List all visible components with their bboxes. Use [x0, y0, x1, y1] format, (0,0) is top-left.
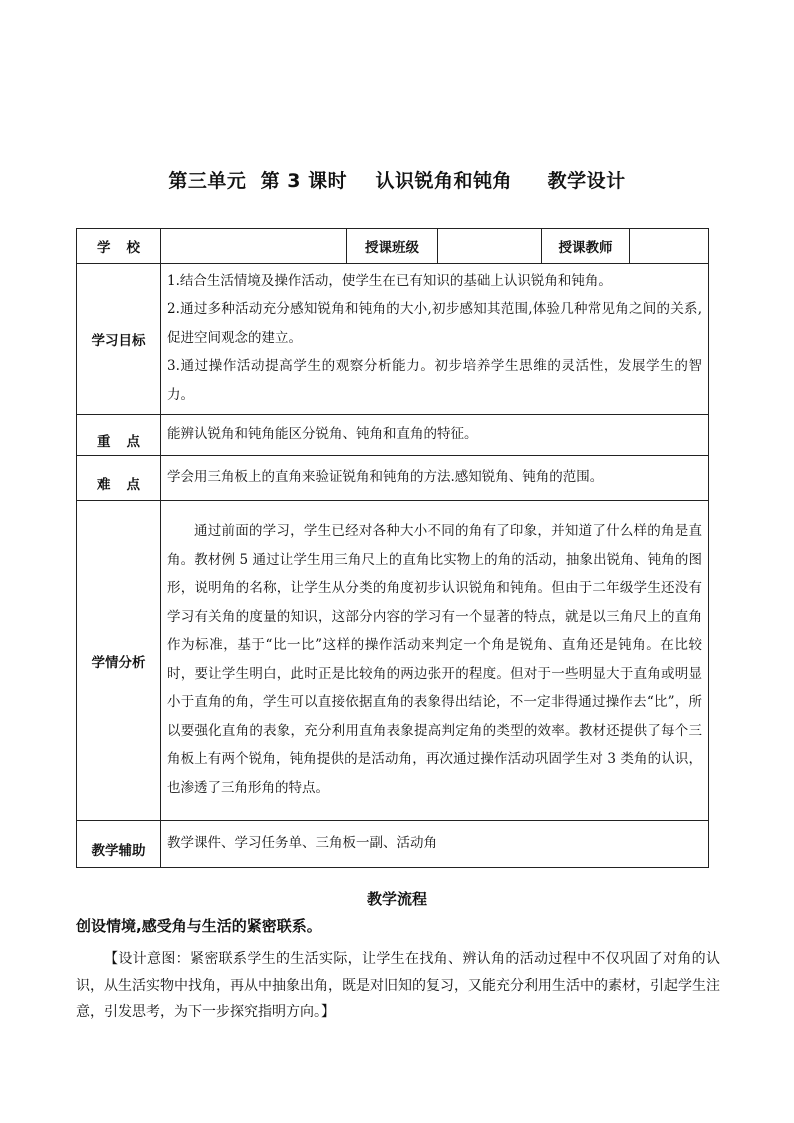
aids-label: 教学辅助: [91, 843, 146, 859]
lesson-plan-table: [76, 228, 709, 868]
class-value-cell: [438, 229, 542, 264]
teacher-label-cell: [542, 229, 630, 264]
difficulty-content: 学会用三角板上的直角来验证锐角和钝角的方法.感知锐角、钝角的范围。: [161, 456, 709, 501]
goals-label: 学习目标: [91, 333, 146, 349]
school-value-cell: [161, 229, 347, 264]
analysis-label-cell: [77, 501, 161, 821]
goal-item: 1.结合生活情境及操作活动，使学生在已有知识的基础上认识锐角和钝角。: [167, 272, 612, 289]
class-label: 授课班级: [365, 240, 419, 256]
flow-title: 教学流程: [366, 890, 427, 908]
school-label-cell: [77, 229, 161, 264]
document-title: 第三单元 第 3 课时 认识锐角和钝角 教学设计: [168, 170, 626, 192]
analysis-label: 学情分析: [91, 654, 146, 671]
goal-item: 3.通过操作活动提高学生的观察分析能力。初步培养学生思维的灵活性，发展学生的智力。: [167, 358, 702, 403]
aids-content: 教学课件、学习任务单、三角板一副、活动角: [161, 821, 709, 868]
table-row-aids: [77, 821, 709, 868]
table-row-key-points: [77, 415, 709, 456]
key-label-cell: [77, 415, 161, 456]
goal-item: 2.通过多种活动充分感知锐角和钝角的大小,初步感知其范围,体验几种常见角之间的关系,促进空间观念的建立。: [167, 301, 702, 346]
teacher-value-cell: [630, 229, 709, 264]
table-row-goals: [77, 264, 709, 415]
section-heading: 创设情境,感受角与生活的紧密联系。: [76, 917, 322, 935]
table-row-analysis: [77, 501, 709, 821]
analysis-content: 通过前面的学习，学生已经对各种大小不同的角有了印象，并知道了什么样的角是直角。教材例 5 通过让学生用三角尺上的直角比实物上的角的活动，抽象出锐角、钝角的图形，说明角的名称，让学生从分类的角度初步认识锐角和钝角。但由于二年级学生还没有学习有关角的度量的知识，这部分内容的学习有一个显著的特点，就是以三角尺上的直角作为标准，基于“比一比”这样的操作活动来判定一个角是锐角、直角还是钝角。在比较时，要让学生明白，此时正是比较角的两边张开的程度。但对于一些明显大于直角或明显小于直角的角，学生可以直接依据直角的表象得出结论，不一定非得通过操作去“比”，所以要强化直角的表象，充分利用直角表象提高判定角的类型的效率。教材还提供了每个三角板上有两个锐角，钝角提供的是活动角，再次通过操作活动巩固学生对 3 类角的认识，也渗透了三角形角的特点。: [161, 501, 709, 821]
design-intent-paragraph: 【设计意图：紧密联系学生的生活实际，让学生在找角、辨认角的活动过程中不仅巩固了对角的认识，从生活实物中找角，再从中抽象出角，既是对旧知的复习，又能充分利用生活中的素材，引起学生注意，引发思考，为下一步探究指明方向。】: [76, 951, 720, 1020]
difficulty-label: 难 点: [97, 477, 140, 493]
table-row-school: [77, 229, 709, 264]
teacher-label: 授课教师: [558, 240, 613, 256]
goals-content: [161, 264, 709, 415]
school-label: 学 校: [97, 240, 140, 256]
key-content: 能辨认锐角和钝角能区分锐角、钝角和直角的特征。: [161, 415, 709, 456]
class-label-cell: [347, 229, 438, 264]
table-row-difficulty: [77, 456, 709, 501]
aids-label-cell: [77, 821, 161, 868]
goals-label-cell: [77, 264, 161, 415]
key-label: 重 点: [97, 434, 140, 450]
difficulty-label-cell: [77, 456, 161, 501]
